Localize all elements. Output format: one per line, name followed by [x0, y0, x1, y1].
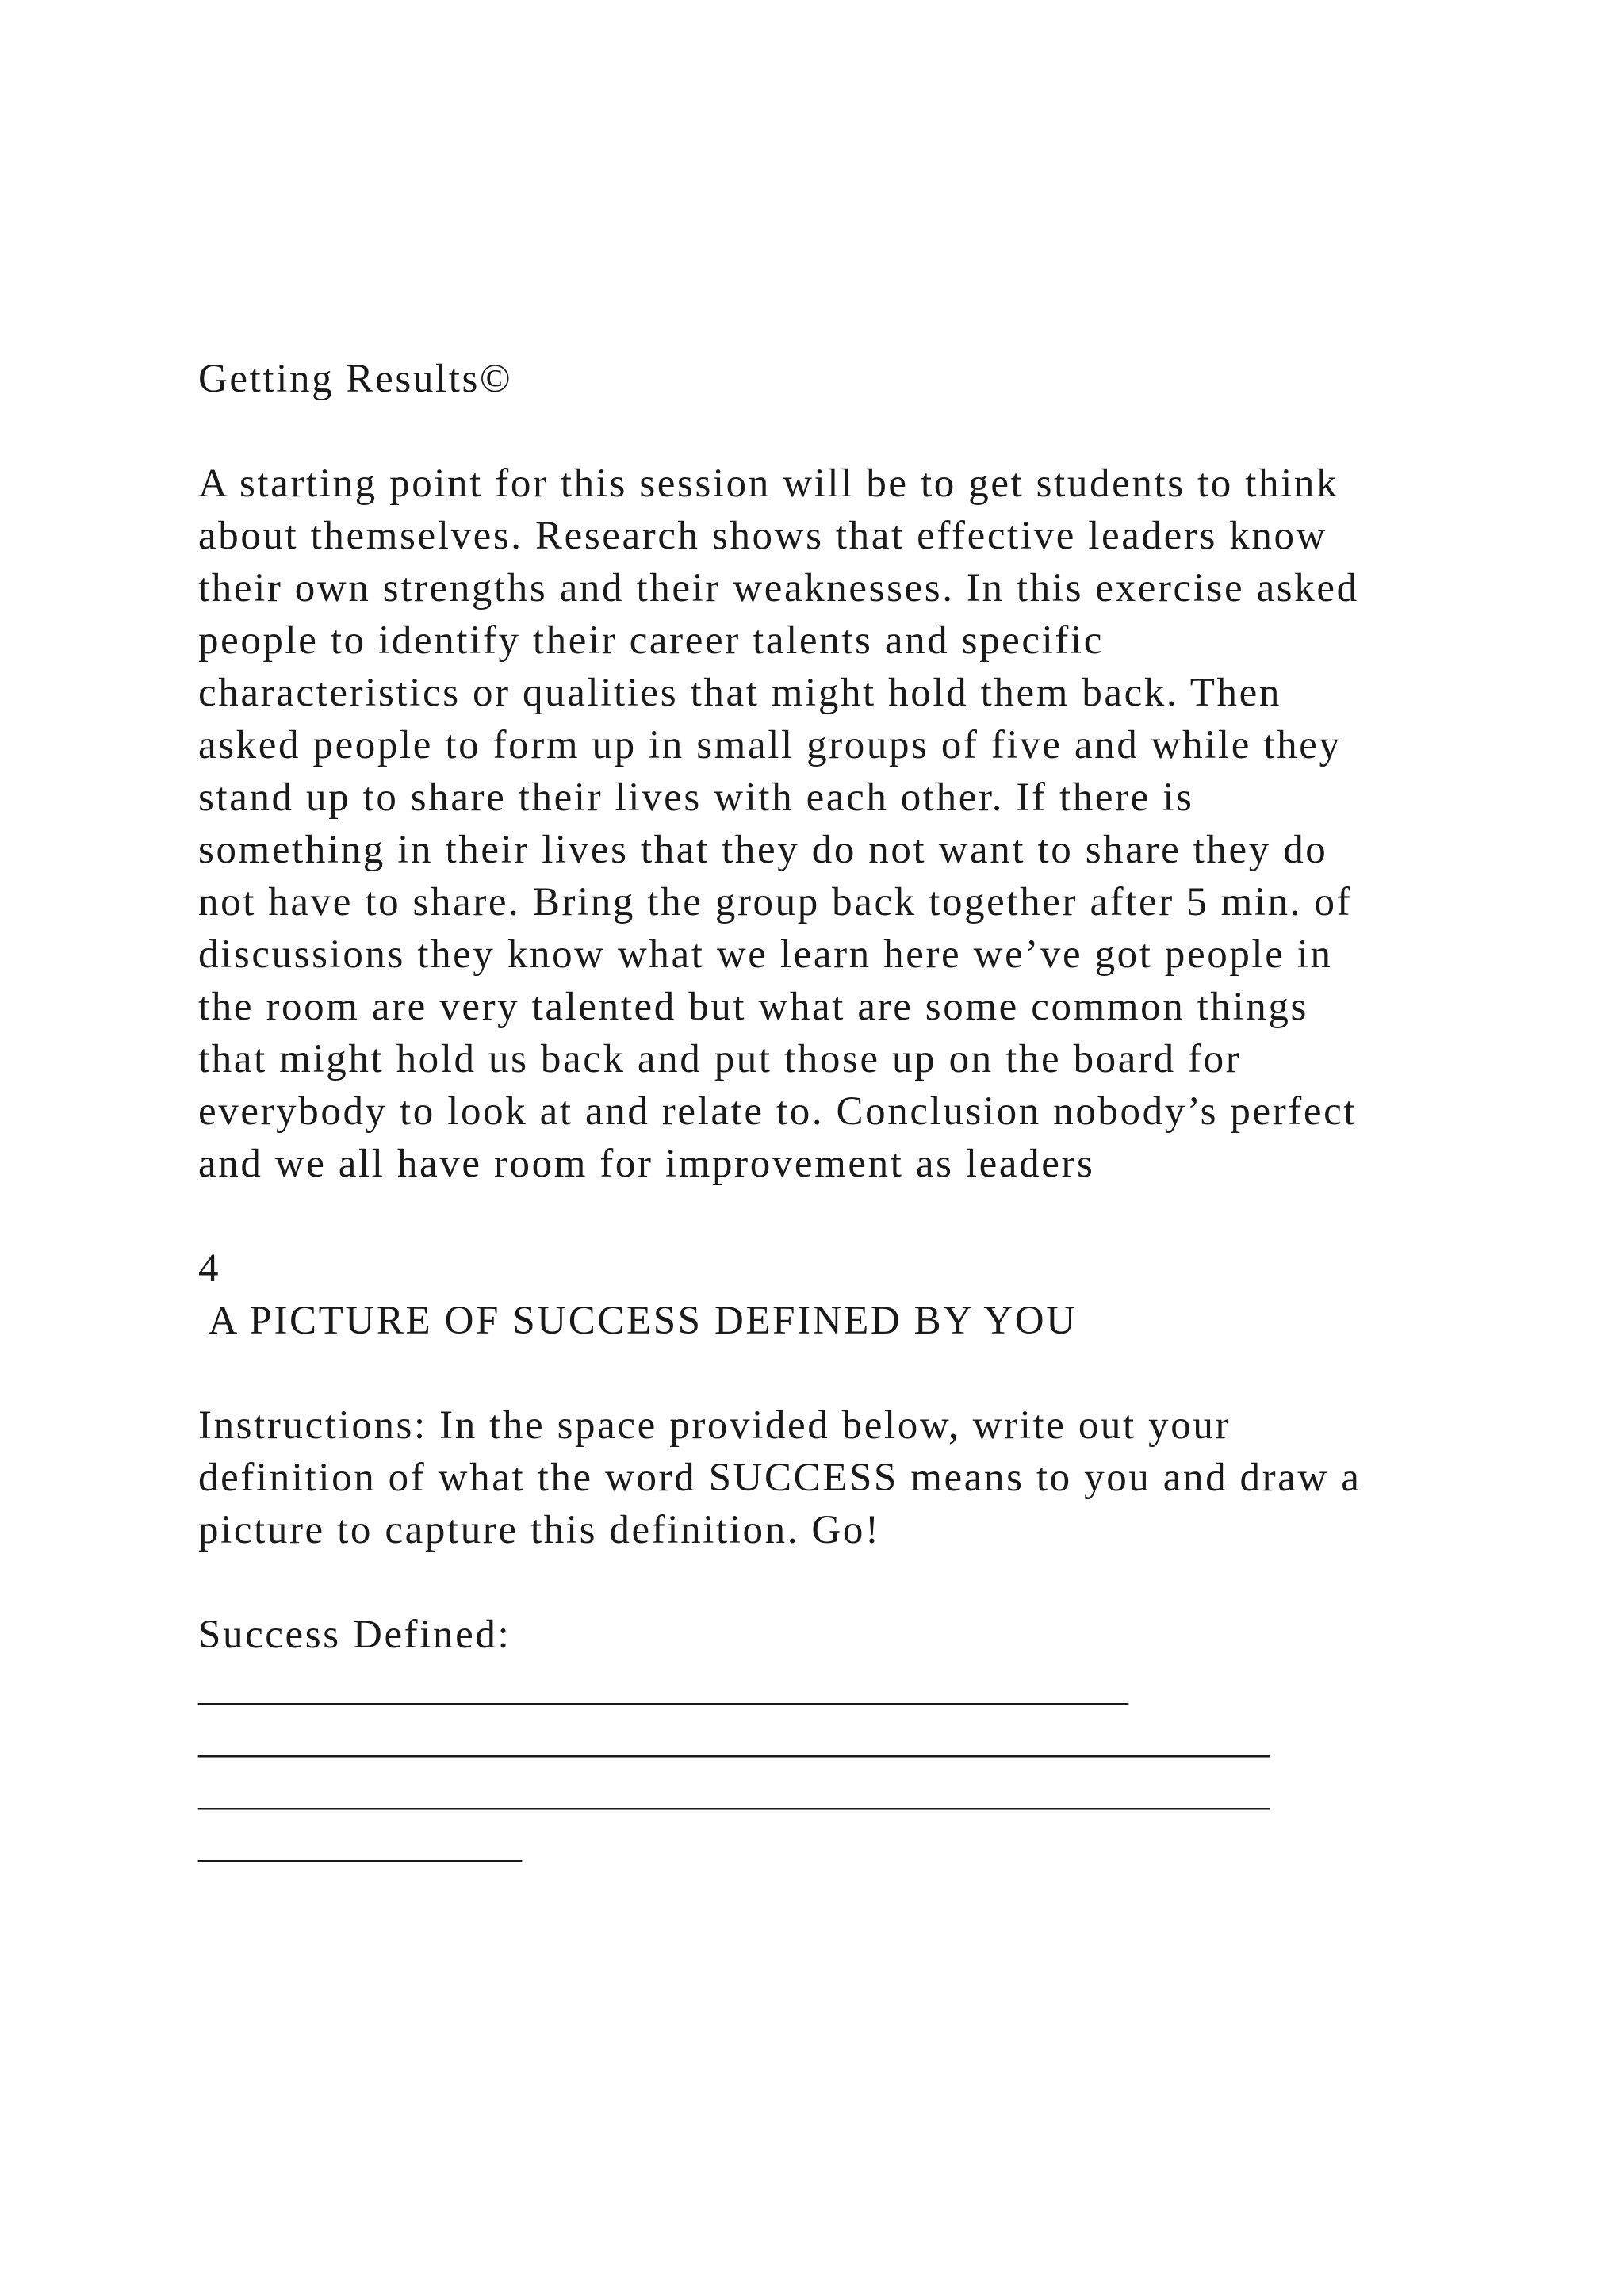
section-heading: A PICTURE OF SUCCESS DEFINED BY YOU — [198, 1299, 1078, 1343]
instructions-line: picture to capture this definition. Go! — [198, 1508, 881, 1552]
paragraph-line: stand up to share their lives with each other. If there is — [198, 775, 1194, 820]
paragraph-line: discussions they know what we learn here we’ve got people in — [198, 932, 1333, 977]
instructions-line: definition of what the word SUCCESS means to you and draw a — [198, 1456, 1362, 1500]
blank-answer-line: _____________________________________________________ — [198, 1717, 1270, 1762]
paragraph-line: the room are very talented but what are some common things — [198, 985, 1308, 1029]
success-defined-label: Success Defined: — [198, 1613, 511, 1657]
paragraph-line: that might hold us back and put those up on the board for — [198, 1037, 1242, 1081]
instructions-line: Instructions: In the space provided below, write out your — [198, 1403, 1231, 1448]
document-title: Getting Results© — [198, 357, 513, 401]
paragraph-line: about themselves. Research shows that effective leaders know — [198, 514, 1327, 558]
paragraph-line: people to identify their career talents and specific — [198, 618, 1105, 663]
paragraph-line: asked people to form up in small groups of five and while they — [198, 723, 1342, 767]
paragraph-line: characteristics or qualities that might hold them back. Then — [198, 671, 1281, 715]
paragraph-line: A starting point for this session will be to get students to think — [198, 461, 1339, 506]
paragraph-line: something in their lives that they do not want to share they do — [198, 828, 1328, 872]
page-number: 4 — [198, 1246, 221, 1291]
paragraph-line: everybody to look at and relate to. Conclusion nobody’s perfect — [198, 1089, 1358, 1134]
blank-answer-line: ________________ — [198, 1822, 522, 1866]
blank-answer-line: _____________________________________________________ — [198, 1770, 1270, 1814]
blank-answer-line: ______________________________________________ — [198, 1665, 1128, 1709]
paragraph-line: their own strengths and their weaknesses. In this exercise asked — [198, 566, 1359, 610]
paragraph-line: not have to share. Bring the group back together after 5 min. of — [198, 880, 1353, 924]
paragraph-line: and we all have room for improvement as leaders — [198, 1142, 1095, 1186]
